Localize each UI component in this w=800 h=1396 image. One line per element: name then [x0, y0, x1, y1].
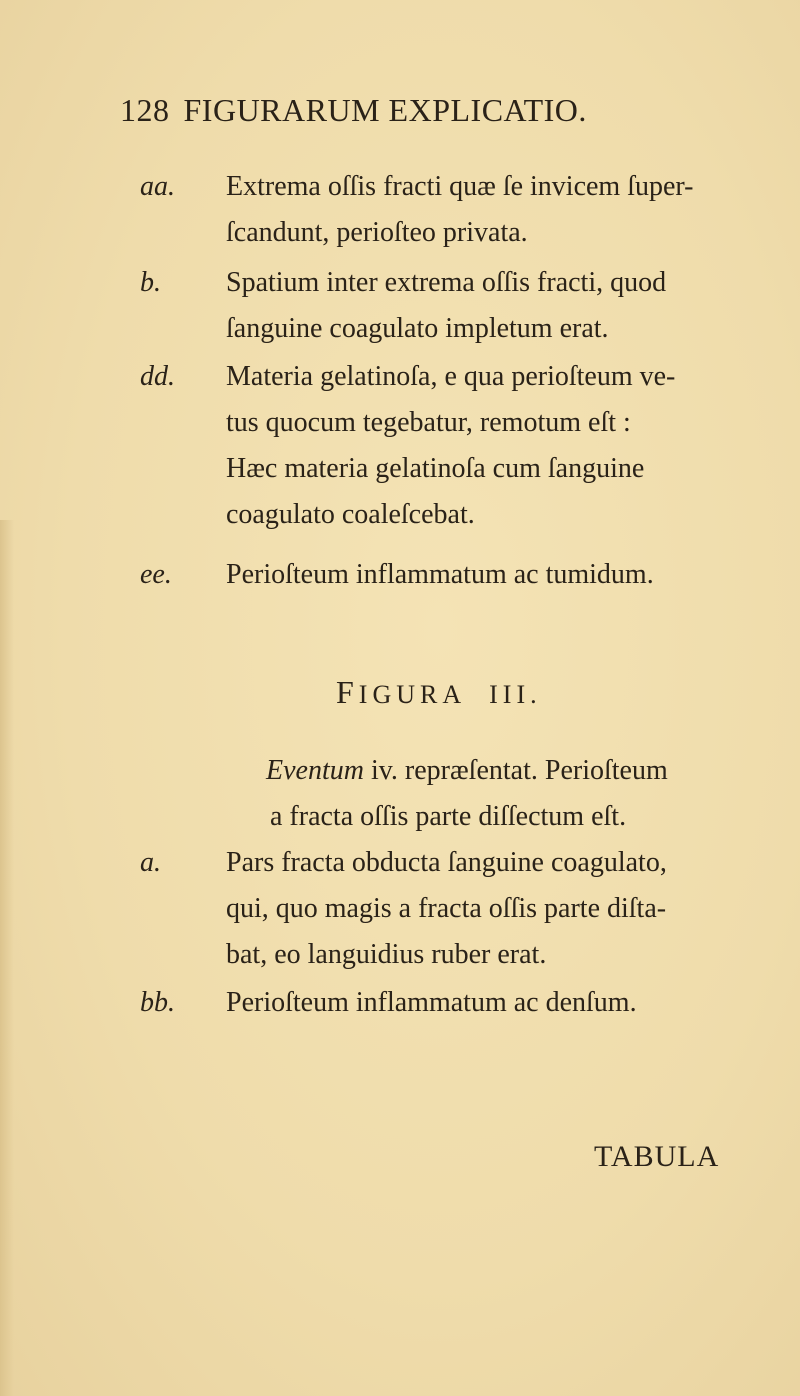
entry-line: Extrema oſſis fracti quæ ſe invicem ſuper-: [226, 171, 694, 202]
entry-line: Materia gelatinoſa, e qua perioſteum ve-: [226, 361, 676, 392]
entry-line: tus quocum tegebatur, remotum eſt :: [226, 407, 631, 438]
header-title: FIGURARUM EXPLICATIO.: [183, 92, 587, 128]
figure-intro: [266, 748, 746, 840]
entry-line: coagulato coaleſcebat.: [226, 499, 475, 530]
intro-line1-rest: iv. repræſentat. Perioſteum: [363, 755, 668, 786]
entry-line: Hæc materia gelatinoſa cum ſanguine: [226, 453, 645, 484]
entry-key: b.: [140, 267, 161, 298]
entry-line: Spatium inter extrema oſſis fracti, quod: [226, 267, 667, 298]
entry-ee: [140, 552, 746, 598]
running-header: [120, 92, 720, 129]
entry-line: Perioſteum inflammatum ac tumidum.: [226, 559, 654, 590]
figure-heading: [336, 674, 542, 711]
entry-line: bat, eo languidius ruber erat.: [226, 939, 547, 970]
figure-heading-word: IGURA: [358, 680, 467, 709]
entry-line: Perioſteum inflammatum ac denſum.: [226, 987, 637, 1018]
entry-key: ee.: [140, 559, 172, 590]
figure-heading-initial: F: [336, 674, 359, 710]
entry-key: dd.: [140, 361, 175, 392]
entry-key: bb.: [140, 987, 175, 1018]
entry-key: aa.: [140, 171, 175, 202]
page-edge-shadow: [0, 520, 14, 1396]
entry-line: ſanguine coagulato impletum erat.: [226, 313, 609, 344]
entry-a: [140, 840, 746, 978]
intro-italic: Eventum: [266, 755, 364, 786]
intro-line: a fracta oſſis parte diſſectum eſt.: [270, 801, 627, 832]
entry-b: [140, 260, 746, 352]
entry-key: a.: [140, 847, 161, 878]
entry-aa: [140, 164, 746, 256]
catchword: TABULA: [594, 1140, 720, 1173]
entry-dd: [140, 354, 746, 538]
entry-bb: [140, 980, 746, 1026]
entry-line: qui, quo magis a fracta oſſis parte diſta-: [226, 893, 667, 924]
entry-line: ſcandunt, perioſteo privata.: [226, 217, 528, 248]
page-number: 128: [120, 92, 170, 128]
intro-line: [266, 748, 746, 794]
figure-heading-number: III.: [489, 680, 542, 709]
entry-line: Pars fracta obducta ſanguine coagulato,: [226, 847, 667, 878]
